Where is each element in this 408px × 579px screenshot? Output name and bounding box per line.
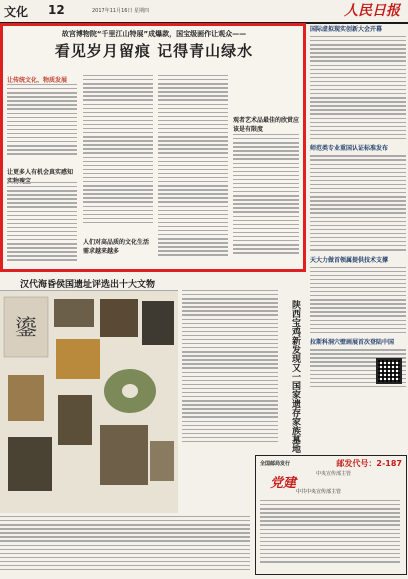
bronze-plaque-image [54,299,94,327]
artifact-photo-grid [0,290,178,513]
bronze-mirror-image [100,299,138,337]
bronze-vessel-image [8,375,44,421]
body-column-3 [158,75,228,259]
subheading-3: 观者艺术品最佳的欣赏应该是有限度 [233,117,300,133]
right-headline-3[interactable]: 天大力做首领属提供技术支撑 [310,256,389,264]
section-label: 文化 [4,5,29,19]
right-headline-2[interactable]: 师范类专业重国认证标准发布 [310,145,389,153]
body-column-2 [83,75,153,226]
subheading-1: 让更多人有机会真实感知 [7,169,74,176]
body-column-1b [7,182,77,264]
promo-body [260,500,400,565]
right-body-1 [310,36,406,139]
article-kicker: 故宫博物院“千里江山特展”成爆款，国宝级画作让观众—— [61,30,247,38]
right-headline-4[interactable]: 拉斯科洞穴壁画展首次登陆中国 [310,339,395,347]
promo-publisher: 中共中央宣传部主管 [296,489,342,495]
photo-feature-body [182,290,278,445]
issue-date: 2017年11月16日 星期四 [92,8,150,14]
qr-code-icon [376,358,402,384]
bronze-figure-image [100,425,148,485]
page-number: 12 [48,3,65,17]
vertical-headline[interactable]: 陕西宝鸡新发现又一国家遗存家族墓地 [290,300,300,453]
lead-tag: 让传统文化、物质发展 [7,77,68,84]
highlighted-feature-article[interactable] [0,23,306,272]
magazine-advertisement[interactable] [255,455,407,575]
promo-subtitle: 中央宣传部主管 [316,471,352,477]
artifact-images [0,291,178,513]
page-header [0,0,408,24]
body-column-1 [7,84,77,157]
article-headline: 看见岁月留痕 记得青山绿水 [54,42,254,60]
tablet-image [142,301,174,345]
photo-feature-title[interactable]: 汉代海昏侯国遗址评选出十大文物 [20,280,156,290]
right-headline-1[interactable]: 国际虚拟现实创新大会开幕 [310,26,383,33]
bronze-artifact-image [150,441,174,481]
body-column-4 [233,134,299,256]
masthead-logo: 人民日报 [344,3,400,19]
bronze-lamp-image [58,395,92,445]
bronze-ding-image [8,437,52,491]
gold-ingot-image [56,339,100,379]
svg-text:鎏: 鎏 [14,316,38,341]
right-body-2 [310,155,406,250]
subheading-2: 人们对高品质的文化生活需求越来越多 [83,239,150,255]
promo-label: 全国邮局发行 [260,461,291,467]
promo-brand-logo: 党建 [270,476,297,491]
bottom-body-text [0,516,250,573]
promo-code: 邮发代号：2-187 [336,459,402,468]
right-body-3 [310,267,406,334]
